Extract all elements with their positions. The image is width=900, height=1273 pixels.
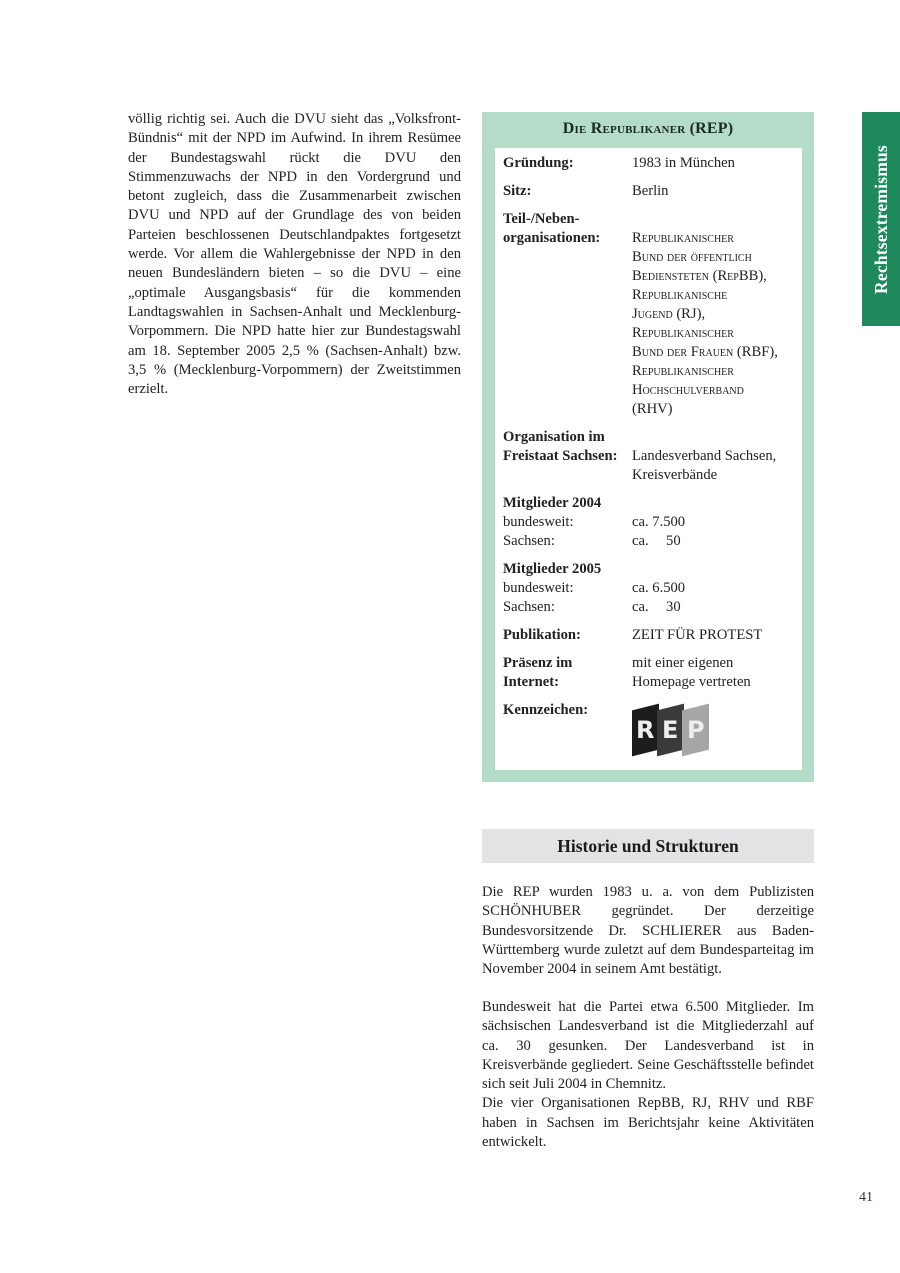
paragraph: Die REP wurden 1983 u. a. von dem Publizisten SCHÖNHUBER gegründet. Der derzeitige Bundesvorsitzende Dr. SCHLIERER aus Baden-Württemberg wurde zuletzt auf dem Bundesparteitag im November 2004 in seinem Amt bestätigt. — [482, 884, 814, 978]
value-kennzeichen — [632, 701, 794, 753]
label-sitz: Sitz: — [503, 183, 532, 199]
value-gruendung: 1983 in München — [632, 155, 735, 171]
row-gruendung — [503, 154, 794, 173]
left-column-text — [128, 110, 461, 399]
page-number: 41 — [859, 1190, 873, 1205]
subvalue — [632, 598, 681, 617]
label-publikation: Publikation: — [503, 627, 581, 643]
org-line: Bund der Frauen (RBF), — [632, 344, 778, 360]
value-publikation: ZEIT FÜR PROTEST — [632, 627, 763, 643]
row-praesenz — [503, 654, 794, 692]
logo-letter: R — [636, 715, 655, 744]
section-paragraph-2 — [482, 998, 814, 1152]
chapter-side-tab — [862, 112, 900, 326]
org-line: Republikanischer — [632, 325, 734, 341]
subvalue — [632, 532, 681, 551]
group-mitglieder-2004 — [503, 494, 794, 551]
logo-flag-e — [657, 704, 684, 757]
subrow-sachsen — [503, 532, 794, 551]
org-line: Hochschulverband — [632, 382, 744, 398]
label-line: Teil-/Neben- — [503, 211, 580, 227]
label-organisation-sachsen — [503, 428, 632, 485]
member-count: 30 — [666, 599, 681, 615]
paragraph: Die vier Organisationen RepBB, RJ, RHV und RBF haben in Sachsen im Berichtsjahr keine Aktivitäten entwickelt. — [482, 1095, 814, 1151]
member-count: 50 — [666, 533, 681, 549]
org-line: Republikanischer — [632, 363, 734, 379]
row-kennzeichen — [503, 701, 794, 753]
value-line: Kreisverbände — [632, 467, 718, 483]
value-praesenz — [632, 654, 794, 692]
ca-prefix: ca. — [632, 580, 649, 596]
sublabel: bundesweit: — [503, 514, 574, 530]
body-paragraph: völlig richtig sei. Auch die DVU sieht das „Volksfront-Bündnis“ mit der NPD im Aufwind. In ihrem Resümee der Bundestagswahl rückt die DVU den Stimmenzuwachs der NPD in den Vordergrund und betont zugleich, dass die Zusammenarbeit zwischen DVU und NPD auf der Grundlage des von beiden Parteien beschlossenen Deutschlandpaktes fortgesetzt werde. Vor allem die Wahlergebnisse der NPD in den neuen Bundesländern bieten – so die DVU – eine „optimale Ausgangsbasis“ für die kommenden Landtagswahlen in Sachsen-Anhalt und Mecklenburg-Vorpommern. Die NPD hatte hier zur Bundestagswahl am 18. September 2005 2,5 % (Sachsen-Anhalt) bzw. 3,5 % (Mecklenburg-Vorpommern) der Zweitstimmen erzielt. — [128, 111, 461, 398]
label-line: Organisation im — [503, 429, 605, 445]
org-line: Bediensteten (RepBB), — [632, 268, 767, 284]
label-line: organisationen: — [503, 230, 601, 246]
ca-prefix: ca. — [632, 514, 649, 530]
subrow-bundesweit — [503, 513, 794, 532]
label-praesenz — [503, 654, 632, 692]
member-count: 6.500 — [652, 580, 686, 596]
label-gruendung: Gründung: — [503, 155, 574, 171]
subvalue — [632, 513, 685, 532]
sublabel: bundesweit: — [503, 580, 574, 596]
value-teilorganisationen — [632, 210, 794, 419]
value-sitz: Berlin — [632, 183, 669, 199]
row-sitz — [503, 182, 794, 201]
ca-prefix: ca. — [632, 599, 649, 615]
chapter-label: Rechtsextremismus — [870, 144, 891, 294]
infobox-content — [495, 148, 802, 770]
label-teilorganisationen — [503, 210, 632, 419]
label-line: Präsenz im — [503, 655, 573, 671]
row-teilorganisationen — [503, 210, 794, 419]
row-organisation-sachsen — [503, 428, 794, 485]
subrow-sachsen — [503, 598, 794, 617]
org-line: Jugend (RJ), — [632, 306, 706, 322]
value-line: mit einer eigenen — [632, 655, 734, 671]
ca-prefix: ca. — [632, 533, 649, 549]
logo-flag-r — [632, 704, 659, 757]
rep-logo-icon — [632, 707, 794, 753]
value-line: Landesverband Sachsen, — [632, 448, 777, 464]
subvalue — [632, 579, 685, 598]
section-heading: Historie und Strukturen — [482, 829, 814, 863]
party-infobox — [482, 112, 814, 782]
group-title: Mitglieder 2005 — [503, 561, 602, 577]
org-line: Republikanischer — [632, 230, 734, 246]
sublabel: Sachsen: — [503, 599, 555, 615]
org-line: Republikanische — [632, 287, 728, 303]
value-line: Homepage vertreten — [632, 674, 751, 690]
member-count: 7.500 — [652, 514, 686, 530]
logo-flag-p — [682, 704, 709, 757]
label-line: Internet: — [503, 674, 559, 690]
section-paragraph-1 — [482, 883, 814, 979]
group-title: Mitglieder 2004 — [503, 495, 602, 511]
logo-letter: P — [686, 715, 705, 744]
infobox-title: Die Republikaner (REP) — [562, 120, 734, 137]
row-publikation — [503, 626, 794, 645]
group-mitglieder-2005 — [503, 560, 794, 617]
org-line: (RHV) — [632, 401, 673, 417]
org-line: Bund der öffentlich — [632, 249, 752, 265]
label-line: Freistaat Sachsen: — [503, 448, 618, 464]
value-organisation-sachsen — [632, 428, 794, 485]
sublabel: Sachsen: — [503, 533, 555, 549]
subrow-bundesweit — [503, 579, 794, 598]
logo-letter: E — [662, 715, 679, 744]
paragraph: Bundesweit hat die Partei etwa 6.500 Mitglieder. Im sächsischen Landesverband ist die Mitgliederzahl auf ca. 30 gesunken. Der Landesverband ist in Kreisverbände gegliedert. Seine Geschäftsstelle befindet sich seit Juli 2004 in Chemnitz. — [482, 999, 814, 1093]
label-kennzeichen: Kennzeichen: — [503, 702, 589, 718]
